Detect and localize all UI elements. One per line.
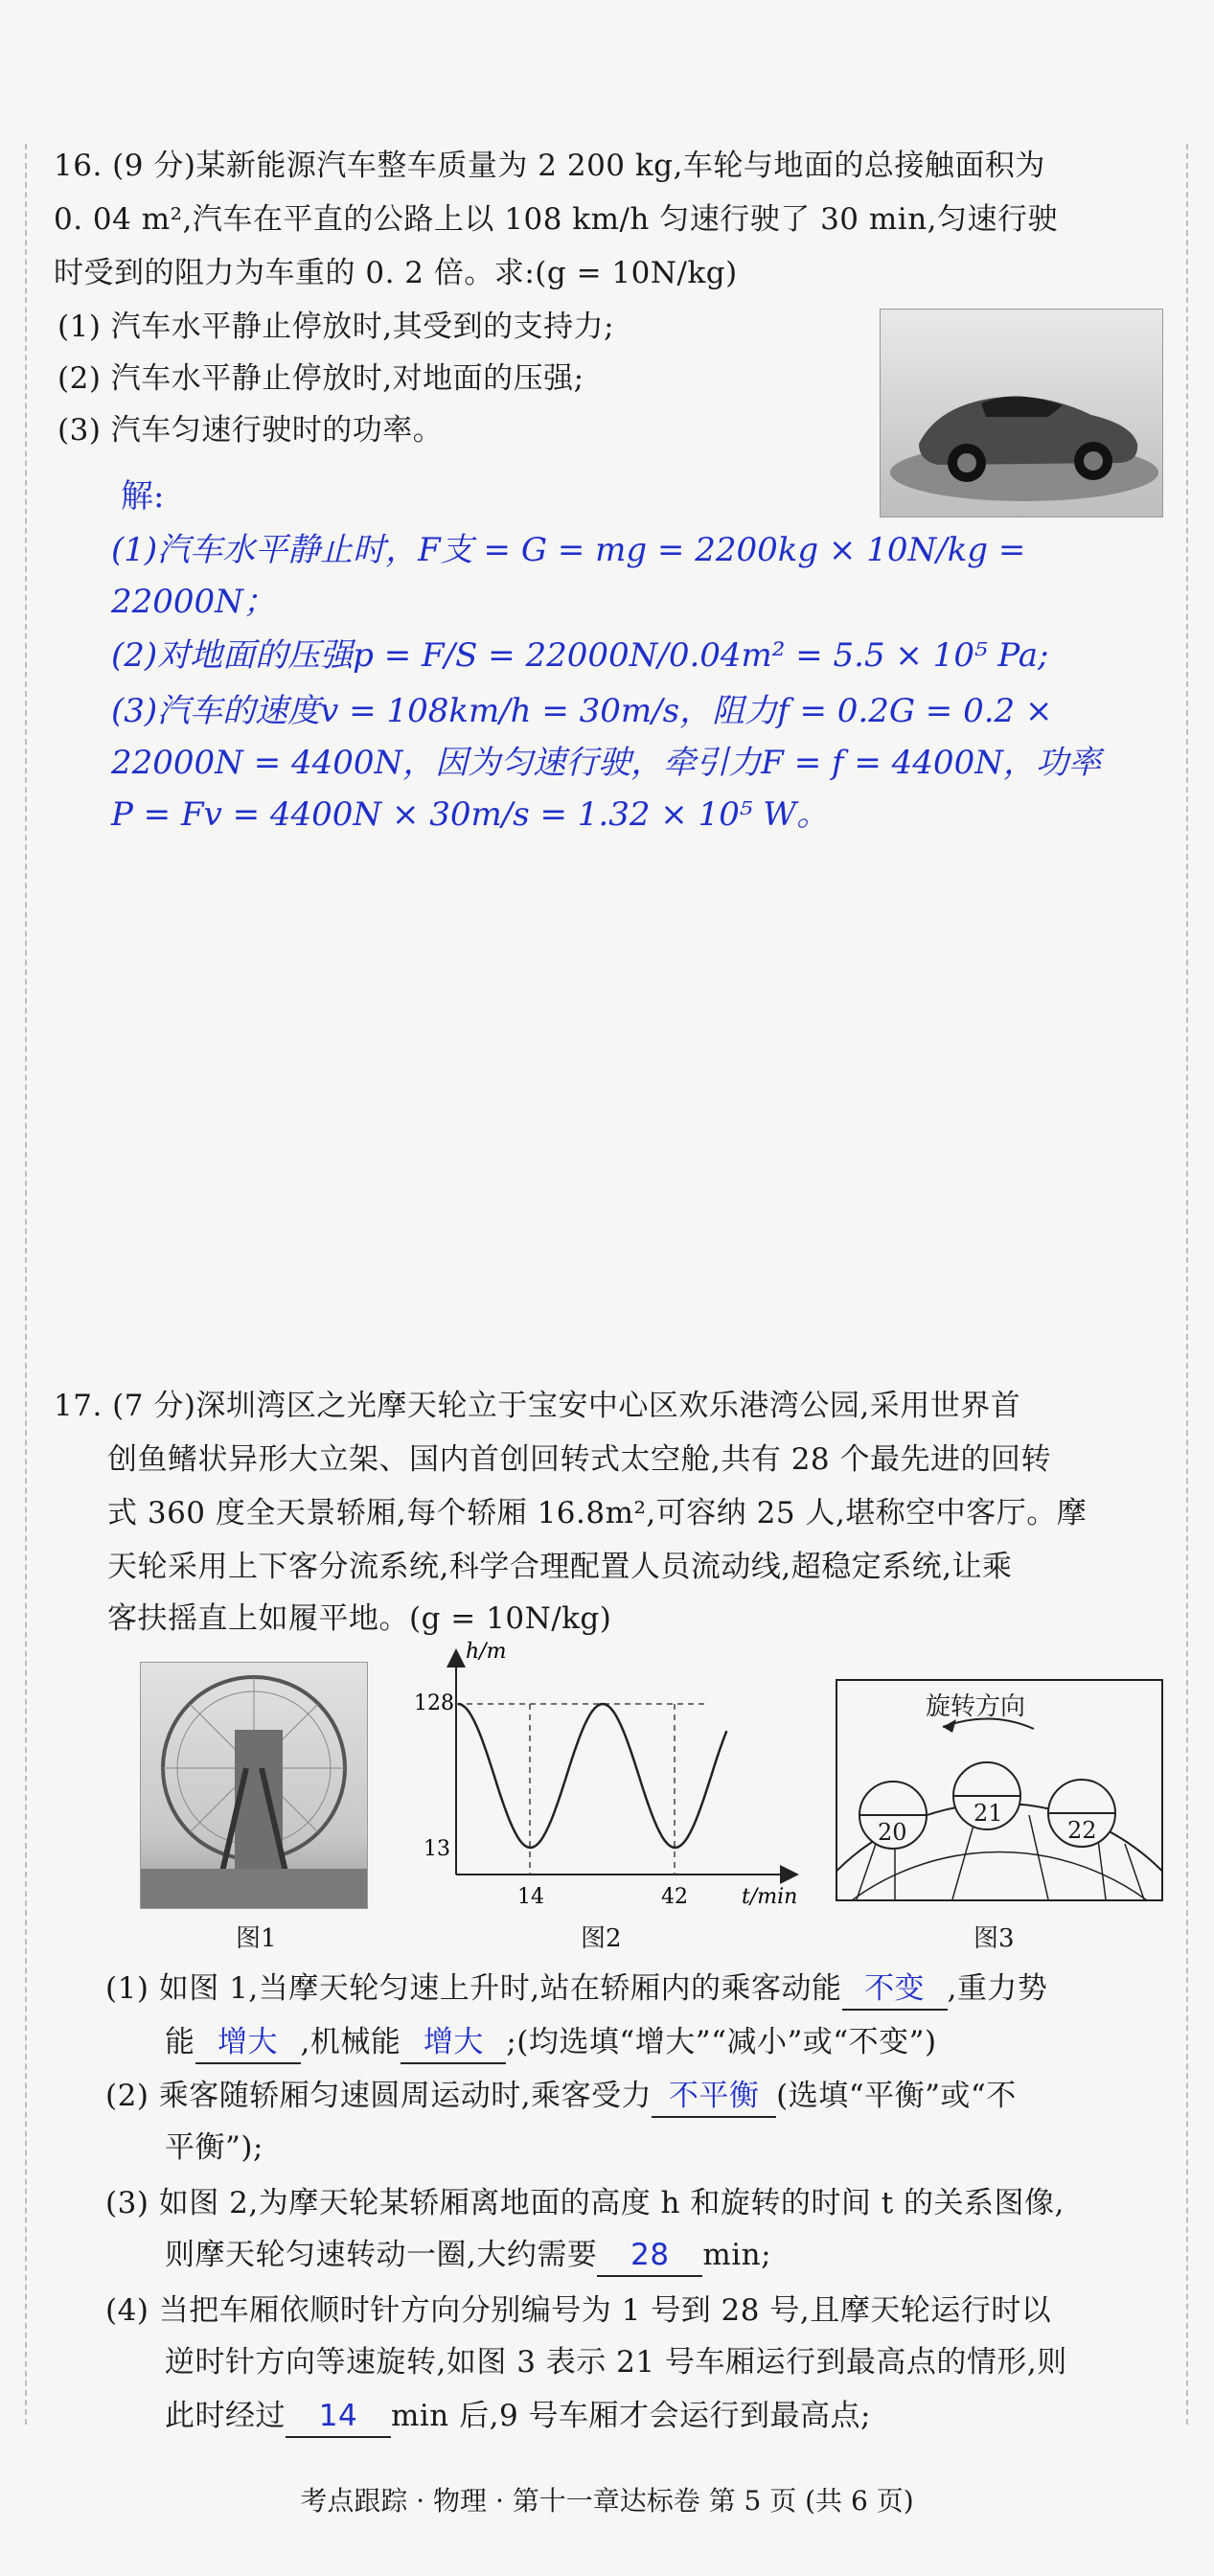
- sub1-text-e: ,机械能: [300, 2025, 401, 2059]
- car-21-label: 21: [973, 1800, 1003, 1827]
- answer-line-1: (1)汽车水平静止时，F支 = G = mg = 2200kg × 10N/kg =: [111, 531, 1026, 569]
- answer-kinetic-energy: 不变: [842, 1968, 948, 2011]
- x-axis-label: t/min: [742, 1885, 798, 1909]
- answer-mechanical-energy: 增大: [401, 2022, 506, 2064]
- xtick-42: 42: [661, 1885, 688, 1909]
- sub4-text-d: min 后,9 号车厢才会运行到最高点;: [391, 2399, 872, 2433]
- page-footer: 考点跟踪 · 物理 · 第十一章达标卷 第 5 页 (共 6 页): [300, 2485, 914, 2517]
- q16-sub-3: (3) 汽车匀速行驶时的功率。: [57, 413, 444, 448]
- q17-line-4: 天轮采用上下客分流系统,科学合理配置人员流动线,超稳定系统,让乘: [107, 1550, 1013, 1584]
- rotation-direction-label: 旋转方向: [926, 1692, 1026, 1721]
- y-axis-label: h/m: [466, 1640, 507, 1664]
- car-20-label: 20: [878, 1819, 907, 1846]
- q17-line-5: 客扶摇直上如履平地。(g = 10N/kg): [107, 1601, 612, 1636]
- q16-line-3: 时受到的阻力为车重的 0. 2 倍。求:(g = 10N/kg): [54, 256, 738, 290]
- left-fold-line: [25, 144, 29, 2425]
- height-curve: [458, 1704, 726, 1848]
- xtick-14: 14: [517, 1885, 544, 1909]
- fig3-caption: 图3: [973, 1924, 1015, 1953]
- answer-line-5: 22000N = 4400N，因为匀速行驶，牵引力F = f = 4400N，功率: [111, 744, 1101, 782]
- q17-sub2-line2: 平衡”);: [165, 2130, 263, 2165]
- sub2-text-a: (2) 乘客随轿厢匀速圆周运动时,乘客受力: [105, 2079, 653, 2113]
- ytick-13: 13: [424, 1837, 450, 1861]
- height-time-graph: [401, 1635, 803, 1913]
- sub1-text-f: ;(均选填“增大”“减小”或“不变”): [506, 2025, 937, 2059]
- q17-line-1: 17. (7 分)深圳湾区之光摩天轮立于宝安中心区欢乐港湾公园,采用世界首: [54, 1389, 1021, 1423]
- q16-sub-1: (1) 汽车水平静止停放时,其受到的支持力;: [57, 310, 615, 344]
- ferris-wheel-photo: [140, 1662, 368, 1909]
- sub4-text-c: 此时经过: [165, 2399, 286, 2433]
- q16-sub-2: (2) 汽车水平静止停放时,对地面的压强;: [57, 361, 584, 396]
- car-photo: [880, 309, 1163, 518]
- car-22-label: 22: [1067, 1817, 1097, 1844]
- sub1-text-a: (1) 如图 1,当摩天轮匀速上升时,站在轿厢内的乘客动能: [105, 1971, 842, 2006]
- answer-line-6: P = Fv = 4400N × 30m/s = 1.32 × 10⁵ W。: [111, 795, 830, 834]
- q17-sub4-line1: (4) 当把车厢依顺时针方向分别编号为 1 号到 28 号,且摩天轮运行时以: [105, 2293, 1052, 2328]
- sub2-text-c: (选填“平衡”或“不: [776, 2079, 1017, 2113]
- q17-sub4-line3: [165, 2396, 871, 2438]
- answer-potential-energy: 增大: [195, 2022, 301, 2064]
- fig2-caption: 图2: [581, 1924, 622, 1953]
- q16-line-1: 16. (9 分)某新能源汽车整车质量为 2 200 kg,车轮与地面的总接触面积为: [54, 149, 1045, 183]
- sub3-text-b: 则摩天轮匀速转动一圈,大约需要: [165, 2238, 598, 2272]
- q16-line-2: 0. 04 m²,汽车在平直的公路上以 108 km/h 匀速行驶了 30 min,匀速行驶: [54, 202, 1059, 237]
- answer-heading: 解:: [121, 477, 165, 516]
- answer-line-4: (3)汽车的速度v = 108km/h = 30m/s，阻力f = 0.2G = 0.2 ×: [111, 692, 1053, 730]
- q17-line-3: 式 360 度全天景轿厢,每个轿厢 16.8m²,可容纳 25 人,堪称空中客厅。摩: [107, 1496, 1088, 1530]
- rotation-diagram: [836, 1679, 1163, 1901]
- sub1-text-c: ,重力势: [947, 1971, 1048, 2006]
- answer-line-3: (2)对地面的压强p = F/S = 22000N/0.04m² = 5.5 × 10⁵ Pa;: [111, 636, 1049, 675]
- sub3-text-c: min;: [702, 2238, 772, 2272]
- sub1-text-d: 能: [165, 2025, 195, 2059]
- answer-balanced: 不平衡: [652, 2076, 776, 2118]
- answer-period: 28: [597, 2235, 702, 2277]
- fig1-caption: 图1: [236, 1924, 277, 1953]
- q17-line-2: 创鱼鳍状异形大立架、国内首创回转式太空舱,共有 28 个最先进的回转: [107, 1442, 1052, 1477]
- answer-line-2: 22000N；: [111, 583, 276, 621]
- right-fold-line: [1186, 144, 1190, 2425]
- answer-time-minutes: 14: [286, 2396, 391, 2438]
- q17-sub4-line2: 逆时针方向等速旋转,如图 3 表示 21 号车厢运行到最高点的情形,则: [165, 2345, 1067, 2380]
- q17-sub2-line1: [105, 2076, 1017, 2118]
- q17-sub3-line1: (3) 如图 2,为摩天轮某轿厢离地面的高度 h 和旋转的时间 t 的关系图像,: [105, 2186, 1065, 2220]
- q17-sub1-line2: [165, 2022, 937, 2064]
- q17-sub1-line1: [105, 1968, 1047, 2011]
- q17-sub3-line2: [165, 2235, 771, 2277]
- ytick-128: 128: [414, 1691, 454, 1715]
